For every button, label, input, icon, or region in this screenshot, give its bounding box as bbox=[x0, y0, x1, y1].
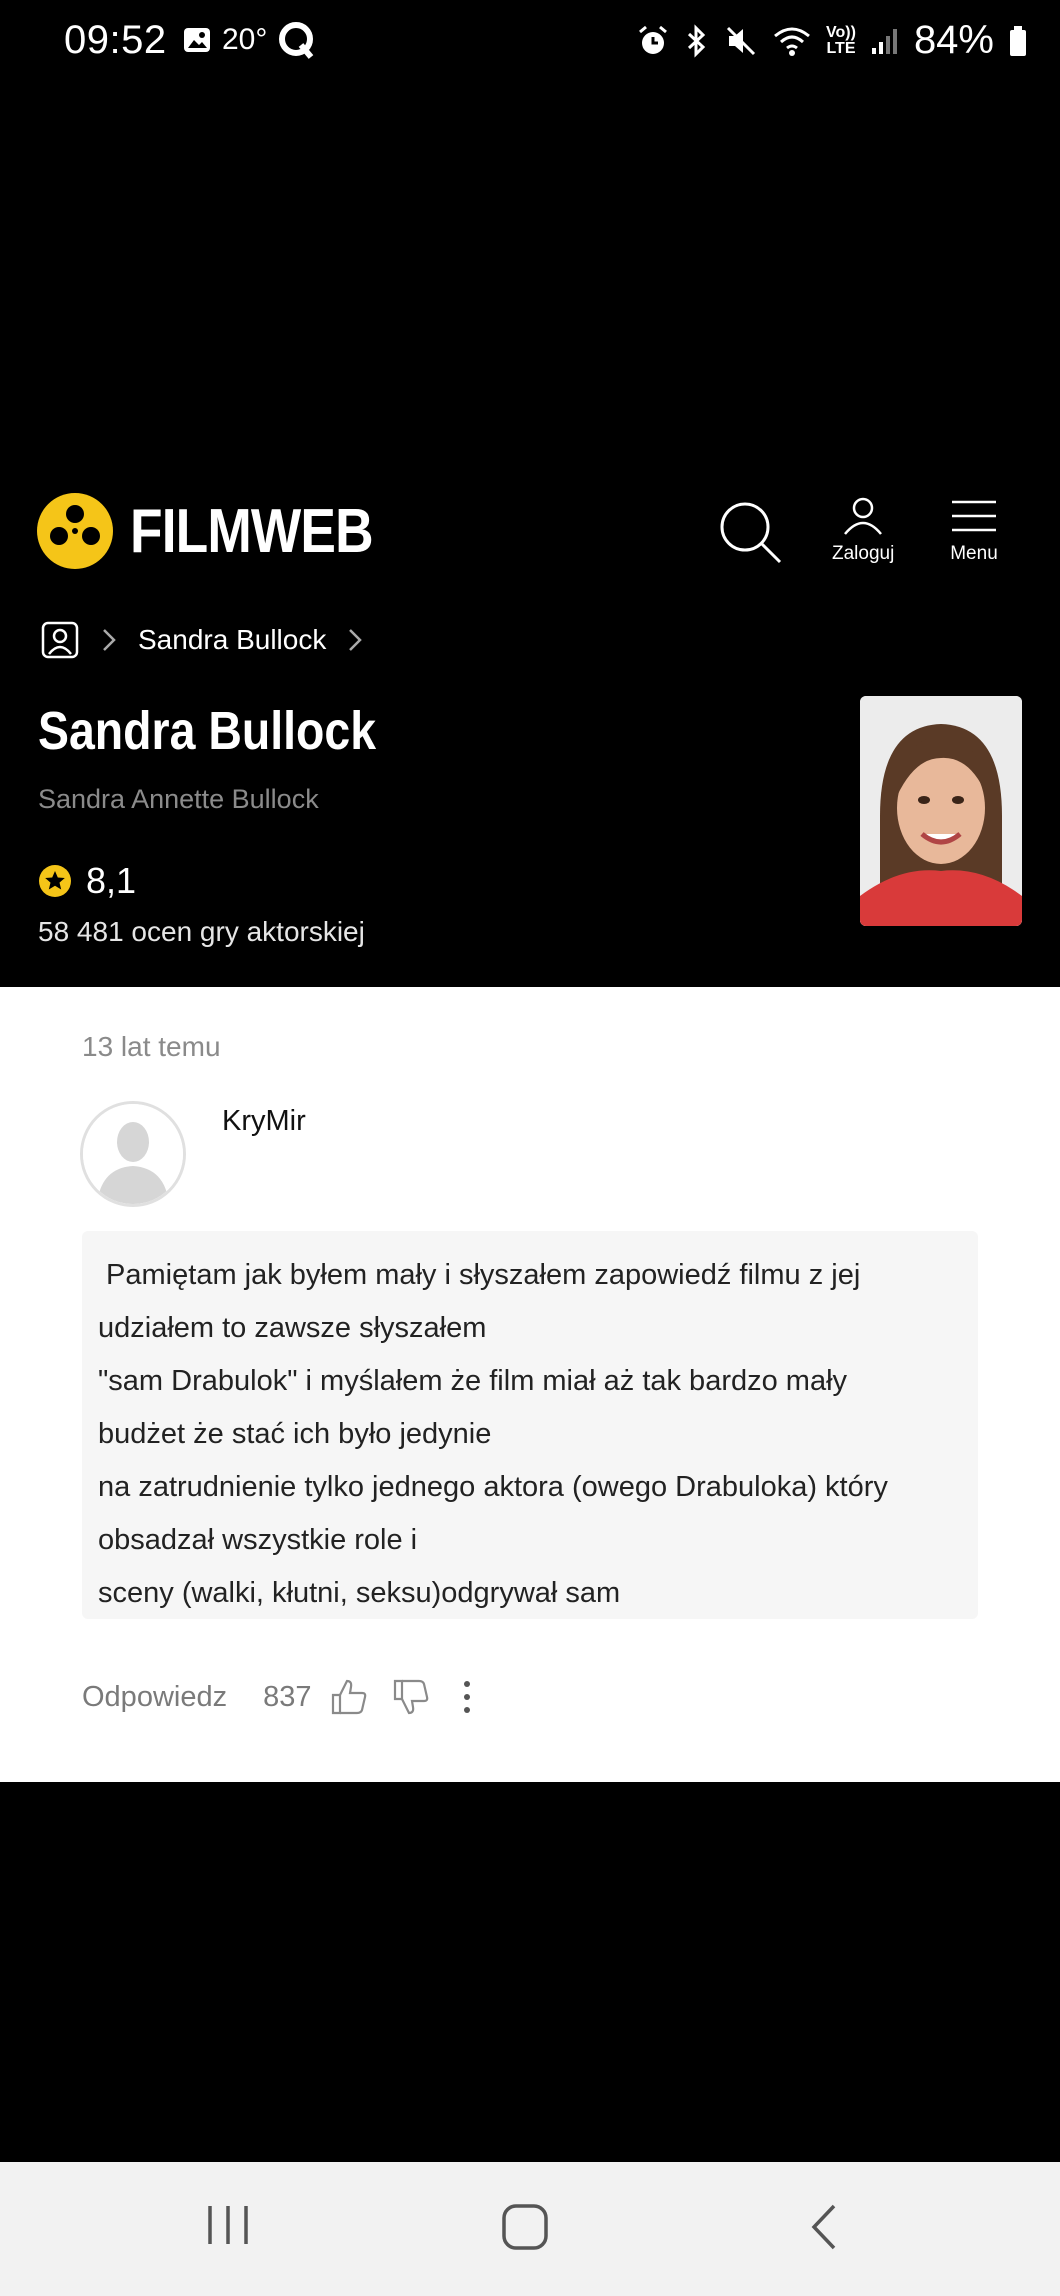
comment-line: na zatrudnienie tylko jednego aktora (owego Drabuloka) który bbox=[98, 1471, 888, 1503]
star-icon bbox=[38, 864, 72, 898]
comment-author[interactable]: KryMir bbox=[222, 1105, 306, 1137]
breadcrumb-current[interactable]: Sandra Bullock bbox=[138, 624, 327, 655]
comment-line: obsadzał wszystkie role i bbox=[98, 1524, 418, 1556]
comment-actions bbox=[82, 1677, 473, 1717]
user-icon bbox=[840, 496, 886, 536]
status-time: 09:52 bbox=[64, 18, 167, 62]
filmweb-logo[interactable] bbox=[36, 492, 412, 570]
comment-line: udziałem to zawsze słyszałem bbox=[98, 1312, 487, 1344]
gallery-icon bbox=[182, 25, 212, 55]
wifi-icon bbox=[772, 24, 812, 58]
menu-button[interactable] bbox=[950, 496, 998, 565]
person-full-name: Sandra Annette Bullock bbox=[38, 784, 319, 814]
volte-bottom: LTE bbox=[826, 39, 856, 57]
status-right-icons bbox=[636, 18, 1028, 63]
battery-icon bbox=[1008, 24, 1028, 58]
chevron-right-icon bbox=[102, 628, 116, 652]
hamburger-icon bbox=[950, 496, 998, 536]
person-photo[interactable] bbox=[860, 696, 1022, 926]
bluetooth-icon bbox=[684, 24, 710, 58]
rating bbox=[38, 860, 136, 902]
comment-panel bbox=[0, 987, 1060, 1782]
reply-button[interactable]: Odpowiedz bbox=[82, 1680, 228, 1713]
avatar[interactable] bbox=[80, 1101, 186, 1207]
status-bar bbox=[0, 0, 1060, 84]
login-label: Zaloguj bbox=[832, 543, 895, 564]
login-button[interactable] bbox=[832, 496, 894, 565]
chevron-right-icon bbox=[348, 628, 362, 652]
volte-top: Vo)) bbox=[826, 23, 856, 41]
default-avatar-icon bbox=[83, 1104, 183, 1204]
like-count: 837 bbox=[263, 1680, 312, 1713]
rating-value: 8,1 bbox=[86, 860, 137, 901]
comment-line: budżet że stać ich było jedynie bbox=[98, 1418, 492, 1450]
more-options-icon[interactable] bbox=[461, 1679, 473, 1715]
q-app-icon bbox=[277, 20, 317, 60]
search-icon bbox=[718, 500, 784, 566]
rating-count: 58 481 ocen gry aktorskiej bbox=[38, 916, 365, 947]
search-button[interactable] bbox=[718, 500, 784, 571]
system-nav-bar bbox=[0, 2162, 1060, 2296]
status-temperature: 20° bbox=[222, 23, 268, 56]
person-name: Sandra Bullock bbox=[38, 701, 377, 761]
comment-time: 13 lat temu bbox=[82, 1031, 221, 1062]
recent-apps-icon[interactable] bbox=[206, 2202, 250, 2248]
comment-line: "sam Drabulok" i myślałem że film miał aż tak bardzo mały bbox=[98, 1365, 848, 1397]
back-icon[interactable] bbox=[806, 2202, 840, 2252]
breadcrumb bbox=[40, 620, 362, 660]
site-header bbox=[0, 480, 1060, 590]
mute-icon bbox=[724, 24, 758, 58]
person-card-icon[interactable] bbox=[40, 620, 80, 660]
thumbs-down-icon[interactable] bbox=[391, 1677, 431, 1717]
filmweb-reel-icon bbox=[36, 492, 114, 570]
home-icon[interactable] bbox=[500, 2202, 550, 2252]
status-left-icons bbox=[182, 20, 317, 60]
volte-indicator bbox=[826, 25, 856, 57]
signal-icon bbox=[870, 26, 900, 56]
alarm-icon bbox=[636, 24, 670, 58]
portrait-image bbox=[860, 696, 1022, 926]
thumbs-up-icon[interactable] bbox=[329, 1677, 369, 1717]
comment-body bbox=[82, 1231, 978, 1619]
menu-label: Menu bbox=[950, 543, 998, 564]
comment-line: Pamiętam jak byłem mały i słyszałem zapowiedź filmu z jej bbox=[98, 1259, 861, 1291]
logo-text: FILMWEB bbox=[130, 496, 373, 566]
battery-percent: 84% bbox=[913, 18, 994, 62]
comment-line: sceny (walki, kłutni, seksu)odgrywał sam bbox=[98, 1577, 621, 1609]
